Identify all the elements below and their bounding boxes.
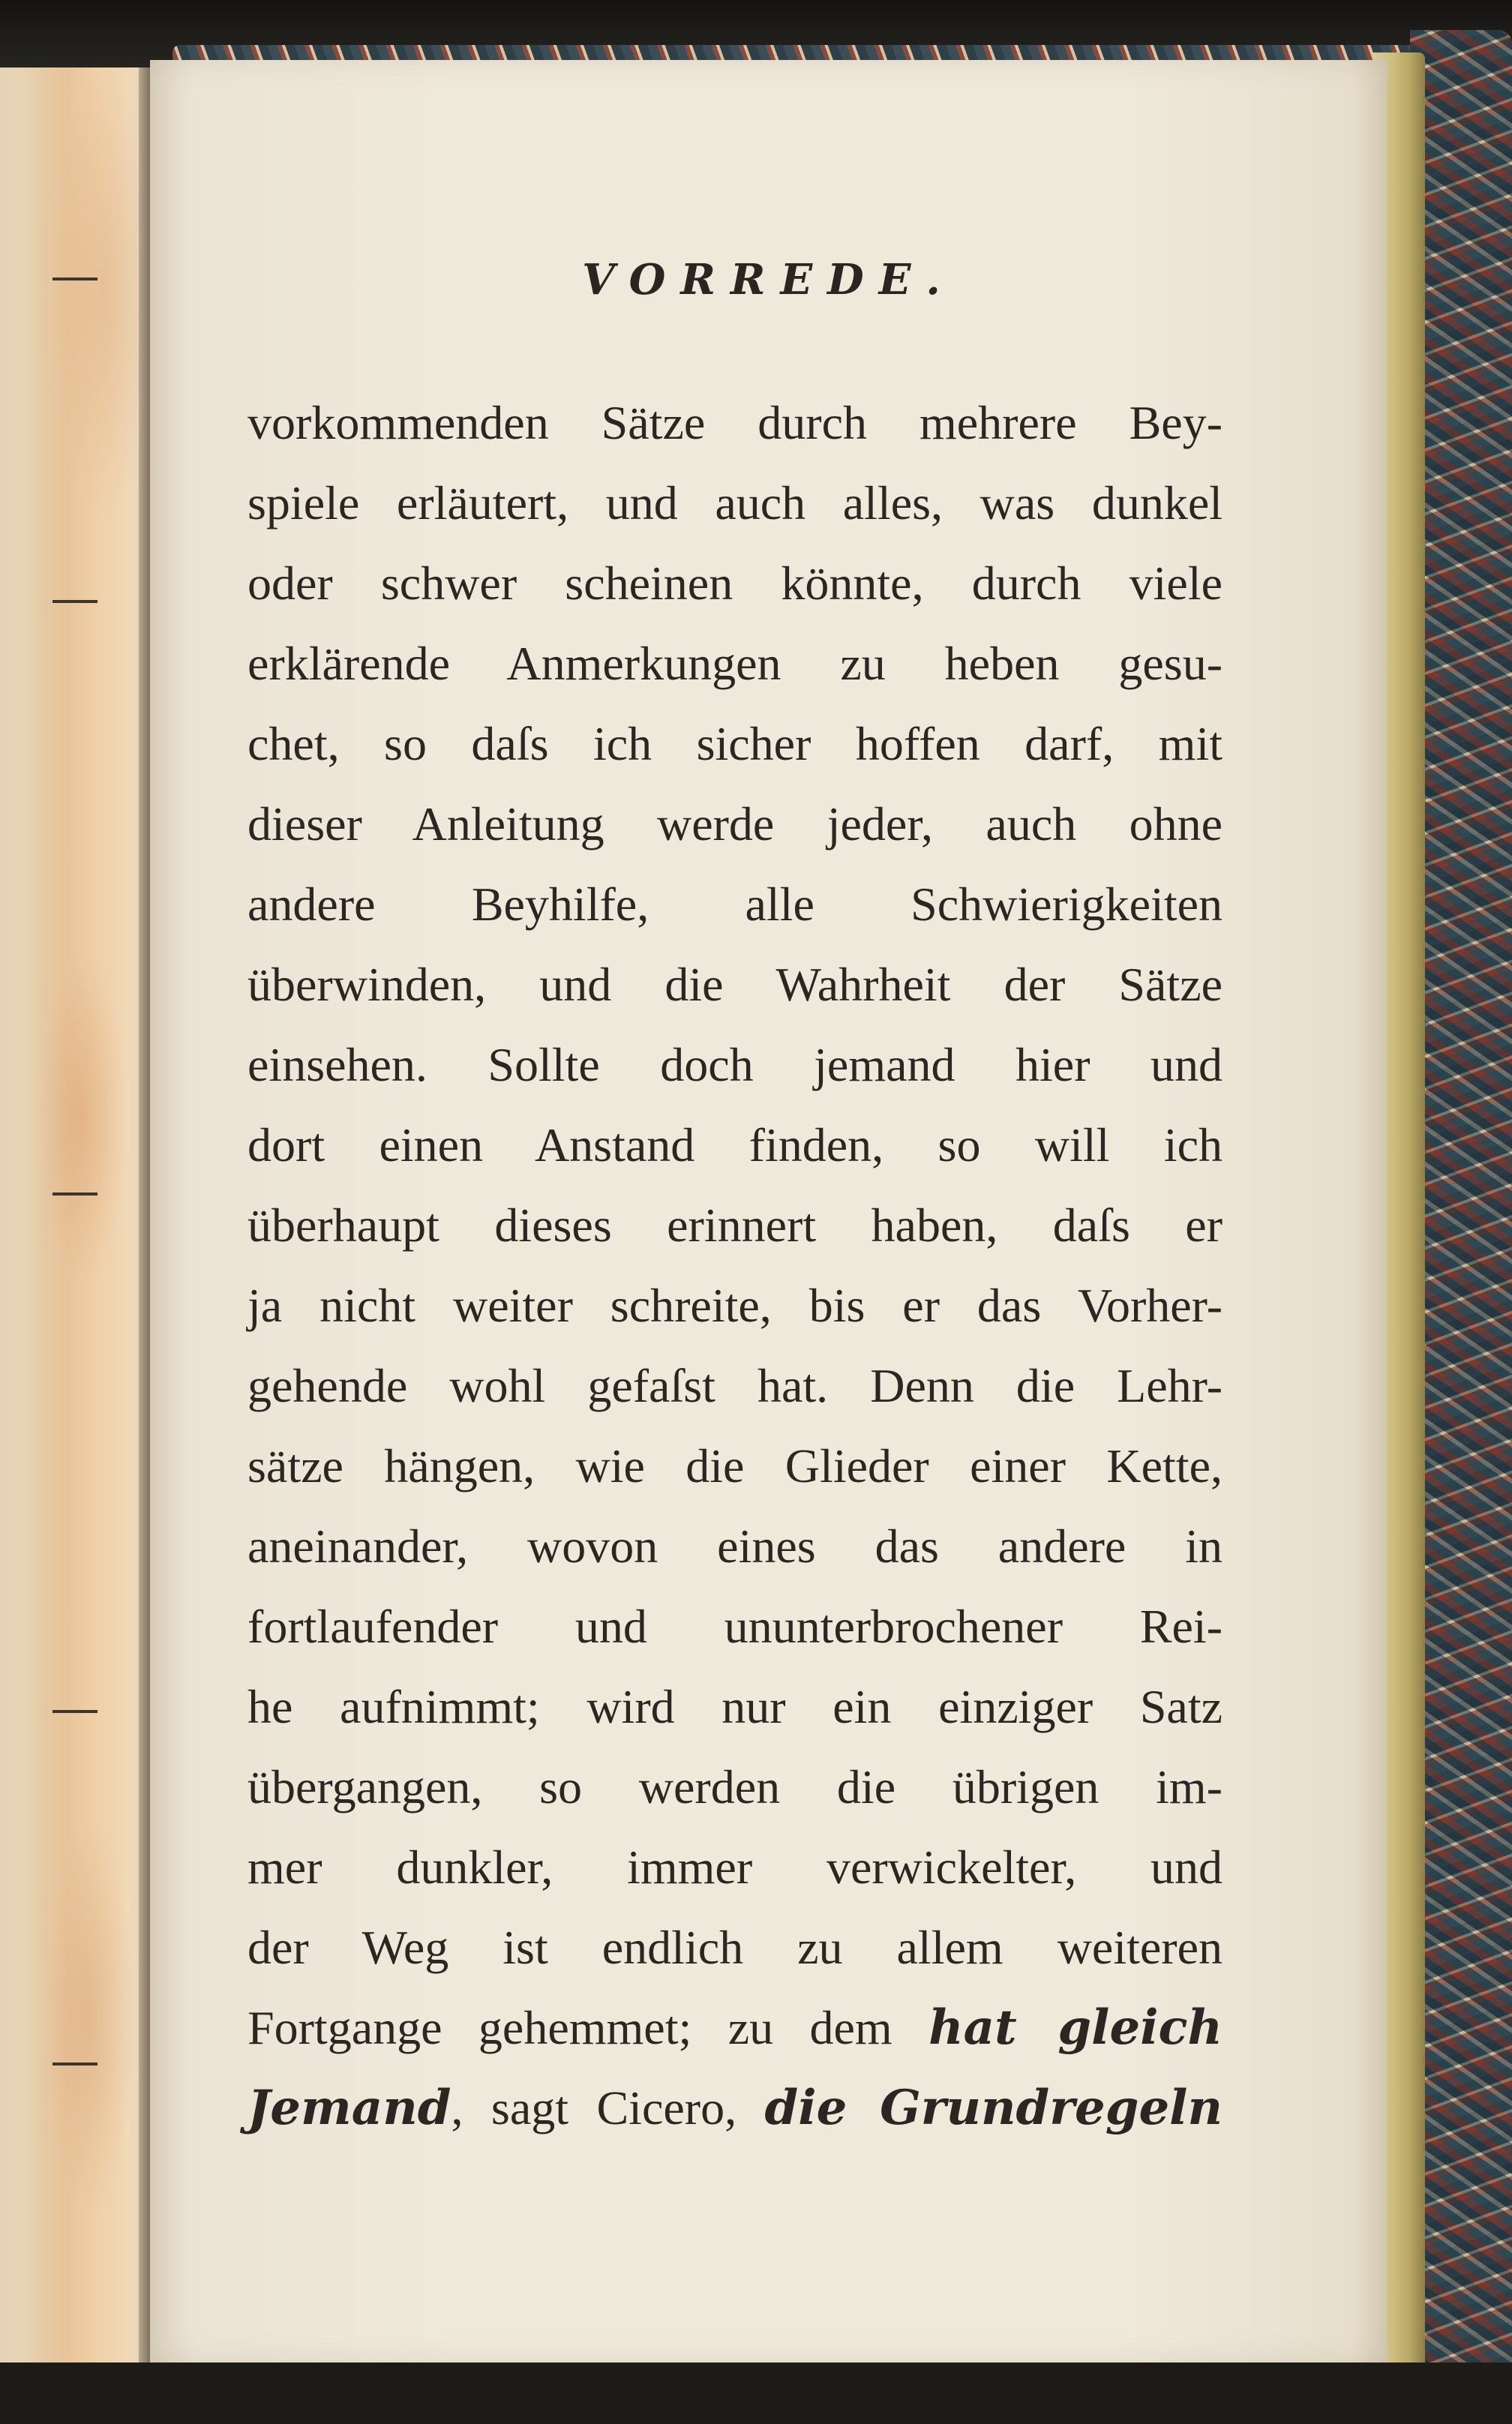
- text-line: fortlaufender und ununterbrochener Rei-: [248, 1600, 1222, 1653]
- body-text: [248, 382, 1222, 2148]
- text-line: dieser Anleitung werde jeder, auch ohne: [248, 797, 1222, 850]
- text-line: einsehen. Sollte doch jemand hier und: [248, 1038, 1222, 1091]
- binding-stitch: [52, 2062, 98, 2066]
- text-line-mixed: [248, 2068, 1222, 2148]
- text-line: aneinander, wovon eines das andere in: [248, 1520, 1222, 1573]
- previous-page-sliver: [0, 68, 150, 2378]
- text-line: sätze hängen, wie die Glieder einer Kette,: [248, 1439, 1222, 1492]
- marbled-cover-edge: [1410, 30, 1512, 2385]
- text-run: Fortgange gehemmet; zu dem: [248, 2001, 929, 2054]
- text-line: vorkommenden Sätze durch mehrere Bey-: [248, 396, 1222, 449]
- text-line: übergangen, so werden die übrigen im-: [248, 1760, 1222, 1814]
- binding-stitch: [52, 1710, 98, 1713]
- text-line: spiele erläutert, und auch alles, was dunkel: [248, 476, 1222, 530]
- binding-stitch: [52, 1192, 98, 1196]
- text-line: he aufnimmt; wird nur ein einziger Satz: [248, 1680, 1222, 1733]
- text-line: überwinden, und die Wahrheit der Sätze: [248, 958, 1222, 1011]
- text-line: chet, so daſs ich sicher hoffen darf, mit: [248, 717, 1222, 770]
- text-line: gehende wohl gefaſst hat. Denn die Lehr-: [248, 1359, 1222, 1412]
- text-line: erklärende Anmerkungen zu heben gesu-: [248, 637, 1222, 690]
- italic-text-run: hat gleich: [928, 2000, 1223, 2056]
- text-line: andere Beyhilfe, alle Schwierigkeiten: [248, 878, 1222, 931]
- running-head: VORREDE.: [582, 255, 956, 304]
- text-line: dort einen Anstand finden, so will ich: [248, 1118, 1222, 1172]
- italic-text-run: Jemand: [248, 2080, 452, 2136]
- text-line: mer dunkler, immer verwickelter, und: [248, 1840, 1222, 1894]
- binding-stitch: [52, 600, 98, 603]
- text-run: , sagt Cicero,: [451, 2081, 765, 2134]
- text-line-mixed: [248, 1988, 1222, 2068]
- foxing-stain: [15, 68, 150, 2378]
- italic-text-run: die Grundregeln: [764, 2080, 1223, 2136]
- binding-stitch: [52, 278, 98, 280]
- text-line: der Weg ist endlich zu allem weiteren: [248, 1921, 1222, 1974]
- text-line: überhaupt dieses erinnert haben, daſs er: [248, 1198, 1222, 1252]
- text-line: oder schwer scheinen könnte, durch viele: [248, 556, 1222, 610]
- book-cover-bottom: [0, 2362, 1512, 2424]
- text-line: ja nicht weiter schreite, bis er das Vorher-: [248, 1279, 1222, 1332]
